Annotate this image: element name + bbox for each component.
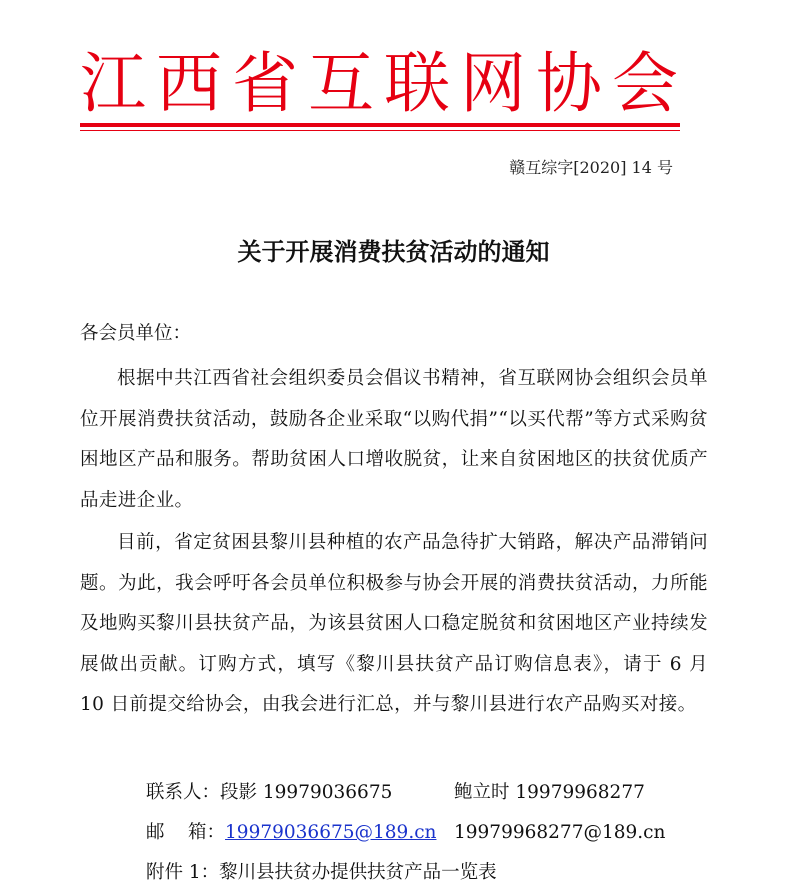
document-title: 关于开展消费扶贫活动的通知 <box>237 238 550 266</box>
email-row <box>146 813 666 853</box>
contact-row <box>146 773 645 813</box>
letterhead-divider-thin <box>80 130 680 131</box>
attachment-line: 附件 1：黎川县扶贫办提供扶贫产品一览表 <box>146 862 497 883</box>
body-paragraph-1: 根据中共江西省社会组织委员会倡议书精神，省互联网协会组织会员单位开展消费扶贫活动，鼓励各企业采取“以购代捐”“以买代帮”等方式采购贫困地区产品和服务。帮助贫困人口增收脱贫，让来自贫困地区的扶贫优质产品走进企业。 <box>80 368 708 511</box>
salutation: 各会员单位： <box>80 323 192 344</box>
contact-person-2: 鲍立时 19979968277 <box>454 782 645 803</box>
letterhead-divider-thick <box>80 123 680 127</box>
document-number: 赣互综字[2020] 14 号 <box>509 158 673 177</box>
body-paragraph-2: 目前，省定贫困县黎川县种植的农产品急待扩大销路，解决产品滞销问题。为此，我会呼吁各会员单位积极参与协会开展的消费扶贫活动，力所能及地购买黎川县扶贫产品，为该县贫困人口稳定脱贫和贫困地区产业持续发展做出贡献。订购方式，填写《黎川县扶贫产品订购信息表》，请于 6 月 10 日前提交给协会，由我会进行汇总，并与黎川县进行农产品购买对接。 <box>80 532 708 715</box>
contact-label: 联系人： <box>146 782 221 803</box>
email-label: 邮 箱： <box>146 822 226 843</box>
email-link-1[interactable]: 19979036675@189.cn <box>225 822 437 843</box>
email-2: 19979968277@189.cn <box>454 822 666 843</box>
org-letterhead-title: 江西省互联网协会 <box>80 45 688 122</box>
contact-person-1: 段影 19979036675 <box>220 782 393 803</box>
